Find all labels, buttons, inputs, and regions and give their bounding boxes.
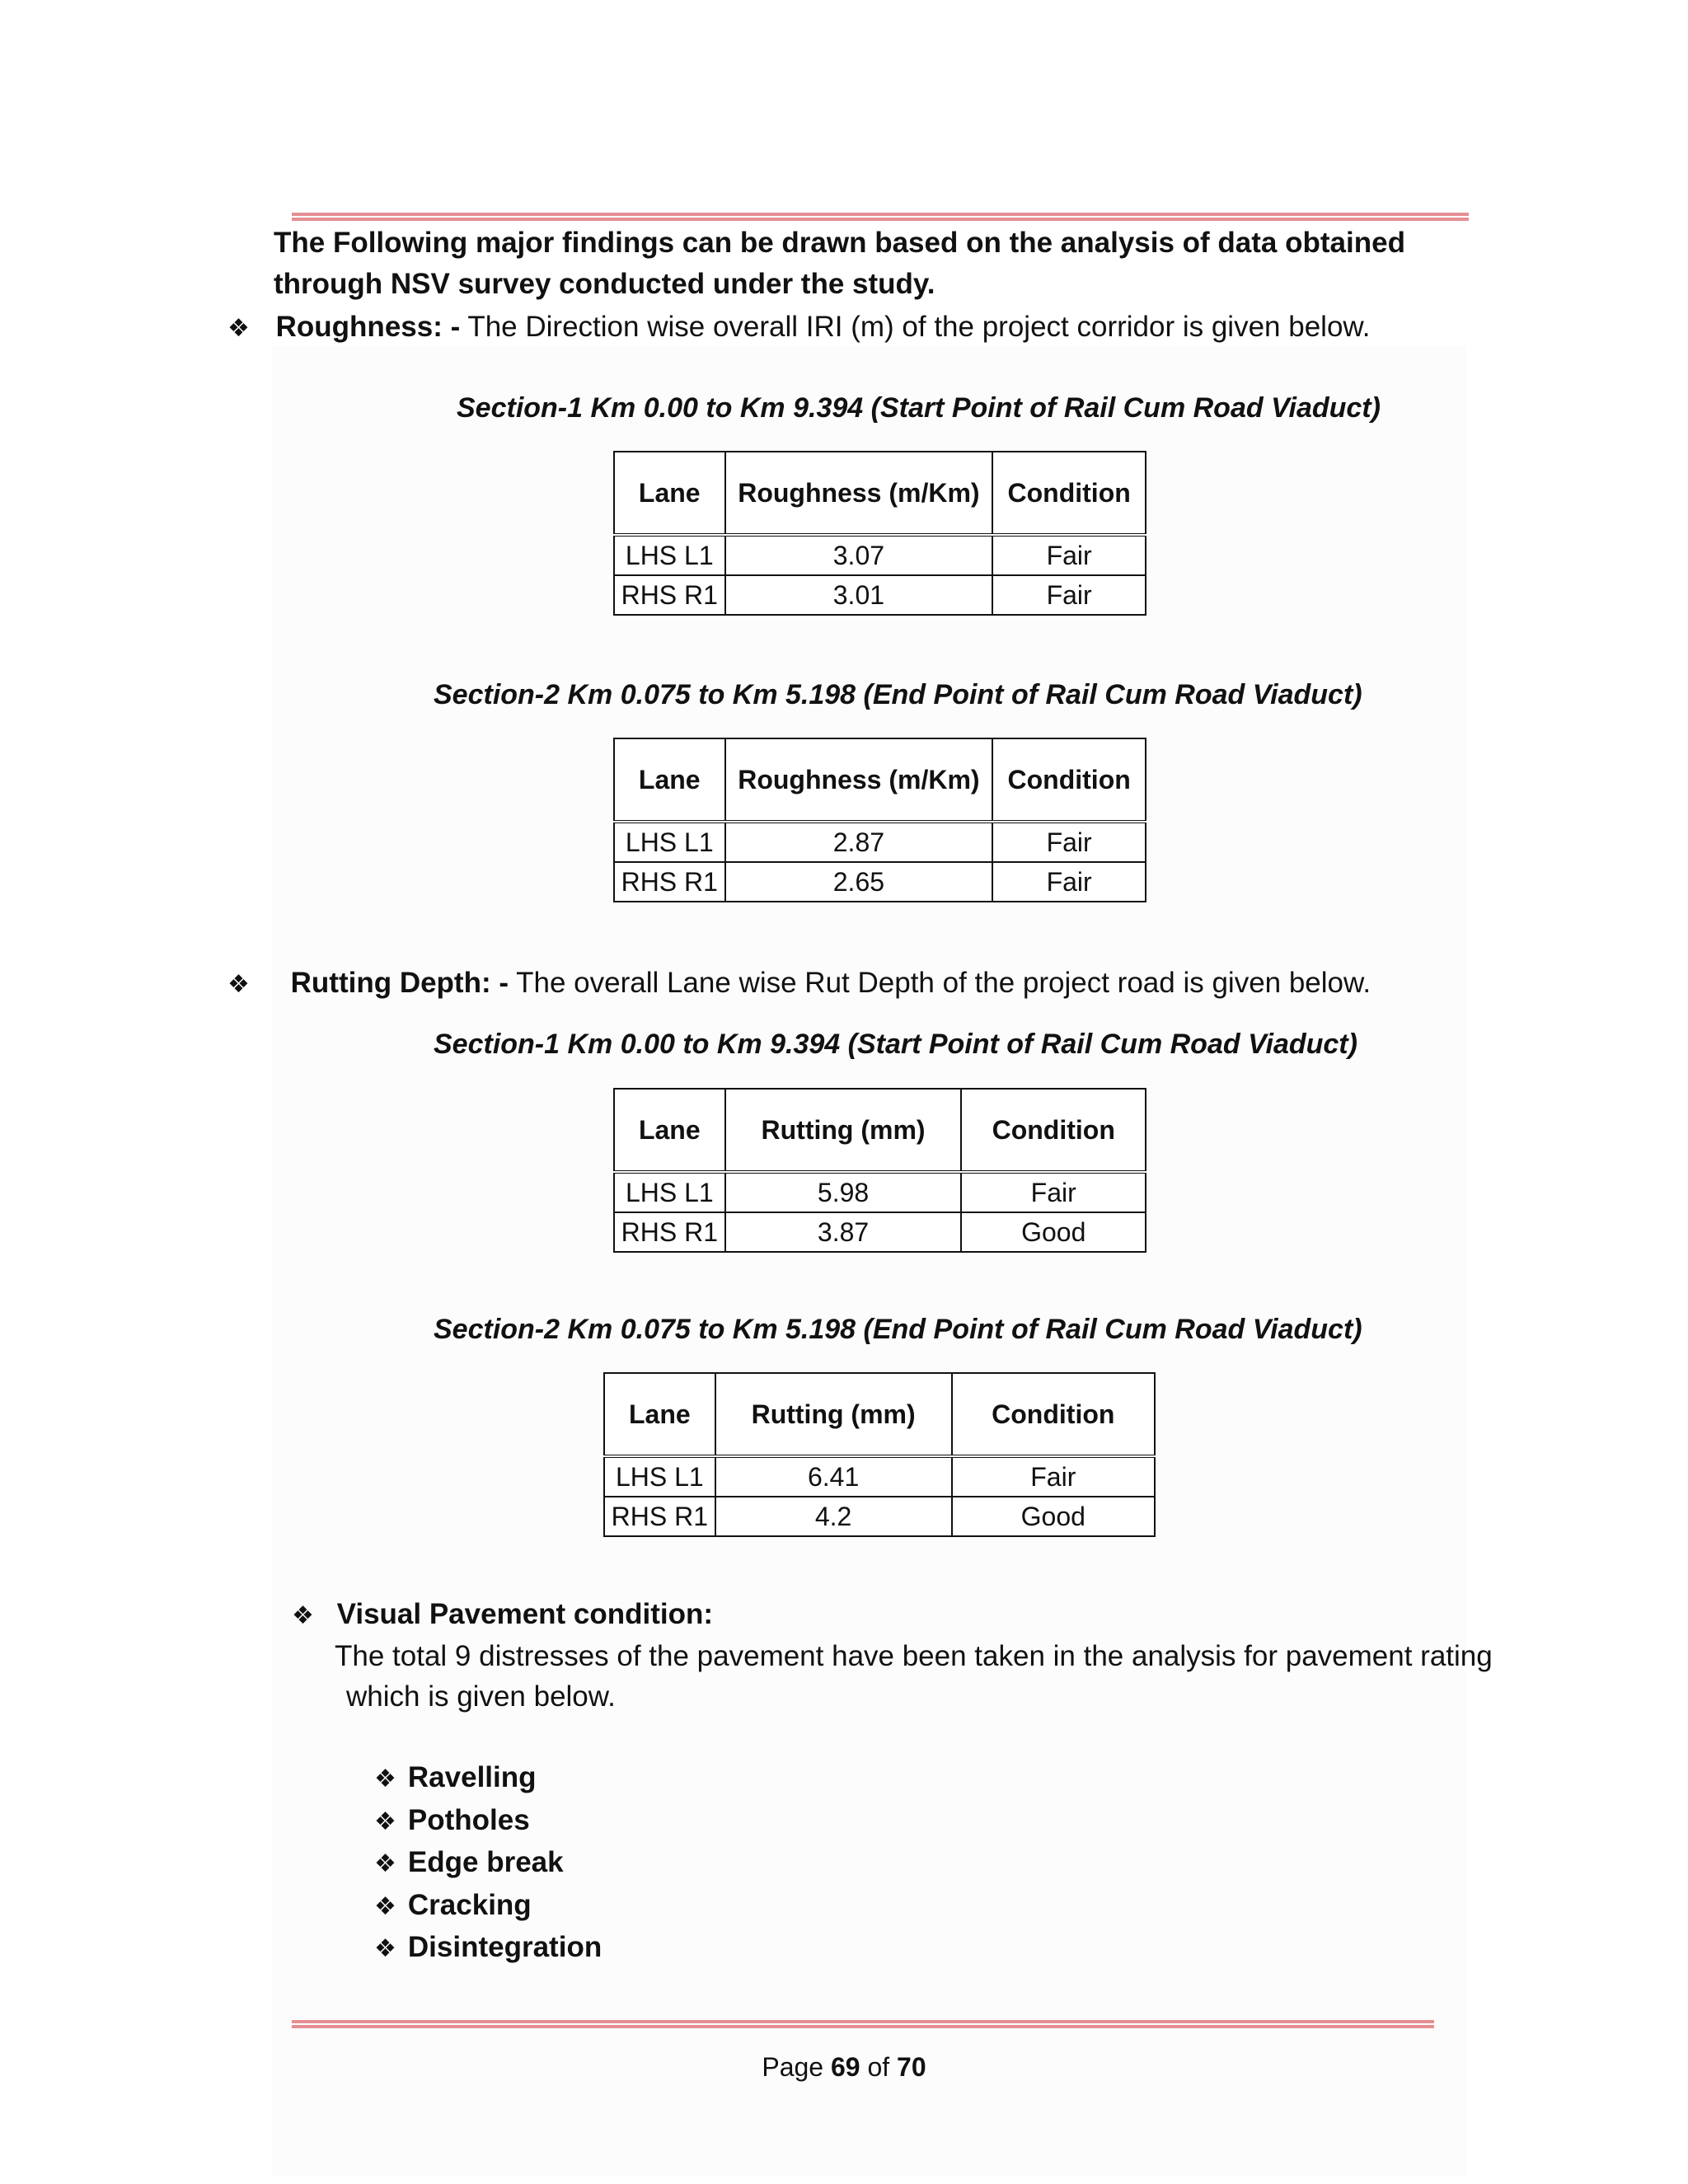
- findings-intro: The Following major findings can be drawn based on the analysis of data obtained through NSV survey conducted under the study.: [274, 227, 1405, 300]
- rutting-section2-table: [603, 1372, 1156, 1537]
- cell-value: 3.01: [725, 575, 993, 615]
- diamond-bullet-icon: ❖: [374, 1934, 396, 1963]
- table-row: [604, 1497, 1155, 1536]
- cell-condition: Fair: [992, 822, 1146, 862]
- visual-label: Visual Pavement condition:: [336, 1598, 714, 1630]
- table-row: [614, 822, 1146, 862]
- page-footer: [0, 2052, 1688, 2083]
- rutting-text: The overall Lane wise Rut Depth of the project road is given below.: [509, 967, 1372, 999]
- cell-value: 2.87: [725, 822, 993, 862]
- list-item: ❖ Potholes: [374, 1803, 530, 1836]
- header-lane: Lane: [604, 1373, 715, 1456]
- cell-condition: Fair: [961, 1172, 1146, 1212]
- table-header-row: [604, 1373, 1155, 1456]
- header-roughness: Roughness (m/Km): [725, 452, 993, 535]
- distress-list: [374, 1757, 602, 1970]
- cell-lane: LHS L1: [614, 1172, 725, 1212]
- cell-condition: Fair: [992, 862, 1146, 902]
- cell-condition: Fair: [992, 535, 1146, 575]
- cell-lane: LHS L1: [614, 822, 725, 862]
- rutting-section1-table: [613, 1088, 1146, 1253]
- table-row: [614, 862, 1146, 902]
- table-row: [614, 575, 1146, 615]
- footer-of: of: [860, 2052, 898, 2082]
- cell-lane: LHS L1: [614, 535, 725, 575]
- table-row: [604, 1456, 1155, 1497]
- diamond-bullet-icon: ❖: [227, 314, 250, 343]
- diamond-bullet-icon: ❖: [374, 1891, 396, 1921]
- table-header-row: [614, 738, 1146, 822]
- table-row: [614, 535, 1146, 575]
- header-lane: Lane: [614, 1089, 725, 1172]
- header-condition: Condition: [992, 738, 1146, 822]
- header-condition: Condition: [961, 1089, 1146, 1172]
- roughness-text: The Direction wise overall IRI (m) of the project corridor is given below.: [460, 311, 1371, 343]
- roughness-section2-caption: Section-2 Km 0.075 to Km 5.198 (End Point of Rail Cum Road Viaduct): [434, 679, 1362, 710]
- list-item: ❖ Ravelling: [374, 1761, 537, 1793]
- cell-value: 4.2: [715, 1497, 952, 1536]
- cell-condition: Good: [961, 1212, 1146, 1252]
- rutting-label: Rutting Depth: -: [290, 967, 509, 999]
- diamond-bullet-icon: ❖: [227, 970, 250, 999]
- header-rutting: Rutting (mm): [725, 1089, 962, 1172]
- cell-lane: RHS R1: [604, 1497, 715, 1536]
- cell-value: 3.07: [725, 535, 993, 575]
- roughness-label: Roughness: -: [275, 311, 461, 343]
- cell-condition: Fair: [992, 575, 1146, 615]
- cell-lane: LHS L1: [604, 1456, 715, 1497]
- cell-value: 5.98: [725, 1172, 962, 1212]
- cell-condition: Fair: [952, 1456, 1155, 1497]
- list-item: ❖ Disintegration: [374, 1931, 603, 1963]
- cell-condition: Good: [952, 1497, 1155, 1536]
- cell-value: 3.87: [725, 1212, 962, 1252]
- cell-lane: RHS R1: [614, 575, 725, 615]
- header-lane: Lane: [614, 452, 725, 535]
- footer-rule: [292, 2020, 1434, 2028]
- visual-text-line2: which is given below.: [346, 1680, 616, 1713]
- rutting-bullet: [227, 963, 1371, 1005]
- table-row: [614, 1212, 1146, 1252]
- roughness-section2-table: [613, 738, 1146, 902]
- roughness-section1-caption: Section-1 Km 0.00 to Km 9.394 (Start Point of Rail Cum Road Viaduct): [457, 392, 1381, 424]
- page-total: 70: [897, 2052, 926, 2082]
- table-row: [614, 1172, 1146, 1212]
- table-header-row: [614, 1089, 1146, 1172]
- header-condition: Condition: [952, 1373, 1155, 1456]
- header-lane: Lane: [614, 738, 725, 822]
- cell-lane: RHS R1: [614, 1212, 725, 1252]
- cell-lane: RHS R1: [614, 862, 725, 902]
- visual-bullet: [292, 1594, 713, 1637]
- diamond-bullet-icon: ❖: [374, 1807, 396, 1836]
- header-roughness: Roughness (m/Km): [725, 738, 993, 822]
- diamond-bullet-icon: ❖: [374, 1765, 396, 1793]
- visual-text-line1: The total 9 distresses of the pavement have been taken in the analysis for pavement rating: [335, 1640, 1493, 1672]
- list-item: ❖ Edge break: [374, 1846, 564, 1878]
- cell-value: 2.65: [725, 862, 993, 902]
- list-item: ❖ Cracking: [374, 1888, 532, 1921]
- roughness-section1-table: [613, 451, 1146, 616]
- header-condition: Condition: [992, 452, 1146, 535]
- diamond-bullet-icon: ❖: [292, 1601, 314, 1630]
- footer-prefix: Page: [762, 2052, 831, 2082]
- rutting-section2-caption: Section-2 Km 0.075 to Km 5.198 (End Point of Rail Cum Road Viaduct): [434, 1314, 1362, 1345]
- header-rutting: Rutting (mm): [715, 1373, 952, 1456]
- roughness-bullet: [227, 307, 1370, 349]
- table-header-row: [614, 452, 1146, 535]
- header-rule: [292, 213, 1469, 221]
- diamond-bullet-icon: ❖: [374, 1849, 396, 1878]
- rutting-section1-caption: Section-1 Km 0.00 to Km 9.394 (Start Point of Rail Cum Road Viaduct): [434, 1029, 1357, 1060]
- cell-value: 6.41: [715, 1456, 952, 1497]
- page-number: 69: [830, 2052, 860, 2082]
